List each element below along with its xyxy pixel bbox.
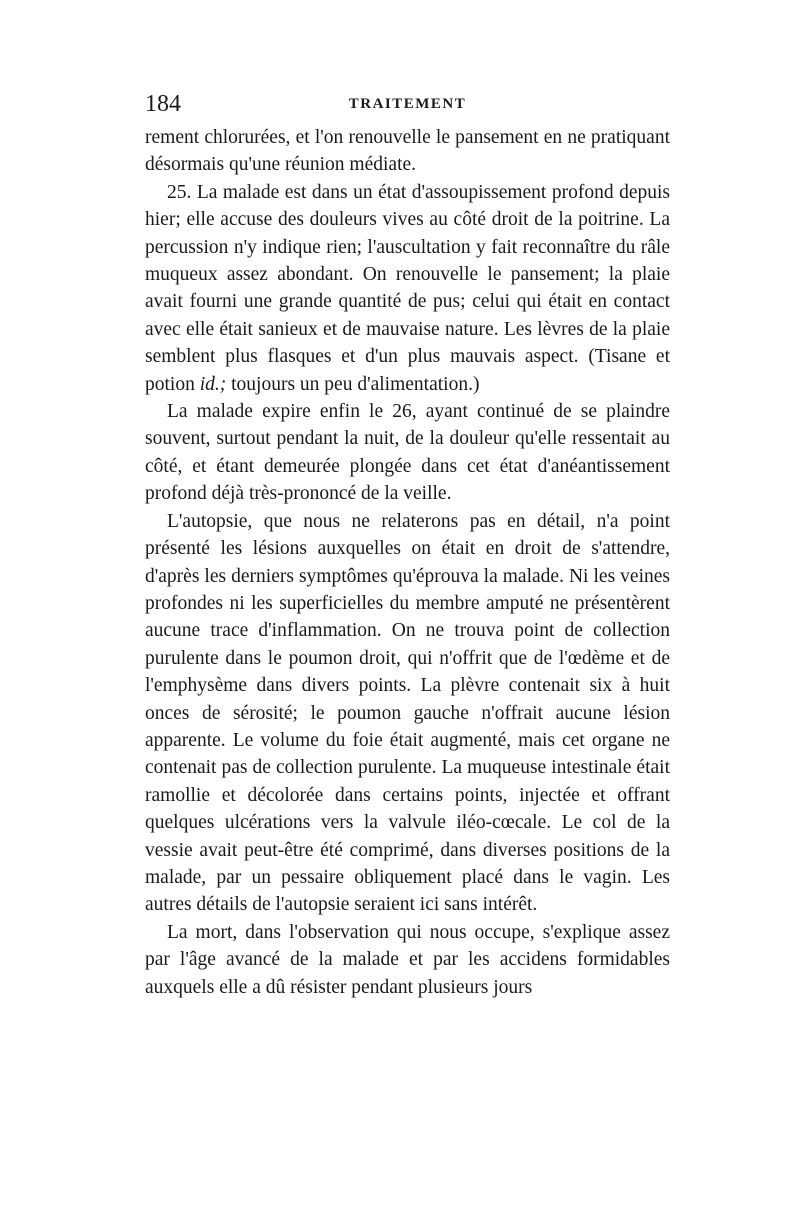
paragraph-2 xyxy=(145,179,670,398)
paragraph-2-text-before: 25. La malade est dans un état d'assoupissement profond depuis hier; elle accuse des douleurs vives au côté droit de la poitrine. La percussion n'y indique rien; l'auscultation y fait reconnaître du râle muqueux assez abondant. On renouvelle le pansement; la plaie avait fourni une grande quantité de pus; celui qui était en contact avec elle était sanieux et de mauvaise nature. Les lèvres de la plaie semblent plus flasques et d'un plus mauvais aspect. (Tisane et potion xyxy=(145,181,670,395)
paragraph-2-text-after: toujours un peu d'alimentation.) xyxy=(226,373,480,395)
page-header xyxy=(145,90,670,122)
running-head: TRAITEMENT xyxy=(348,96,467,112)
paragraph-3: La malade expire enfin le 26, ayant continué de se plaindre souvent, surtout pendant la nuit, de la douleur qu'elle ressentait au côté, et étant demeurée plongée dans cet état d'anéantissement profond déjà très-prononcé de la veille. xyxy=(145,401,670,505)
paragraph-5: La mort, dans l'observation qui nous occupe, s'explique assez par l'âge avancé de la malade et par les accidens formidables auxquels elle a dû résister pendant plusieurs jours xyxy=(145,921,670,998)
body-text xyxy=(145,124,670,1001)
paragraph-4: L'autopsie, que nous ne relaterons pas en détail, n'a point présenté les lésions auxquelles on était en droit de s'attendre, d'après les derniers symptômes qu'éprouva la malade. Ni les veines profondes ni les superficielles du membre amputé ne présentèrent aucune trace d'inflammation. On ne trouva point de collection purulente dans le poumon droit, qui n'offrit que de l'œdème et de l'emphysème dans divers points. La plèvre contenait six à huit onces de sérosité; le poumon gauche n'offrait aucune lésion apparente. Le volume du foie était augmenté, mais cet organe ne contenait pas de collection purulente. La muqueuse intestinale était ramollie et décolorée dans certains points, injectée et offrant quelques ulcérations vers la valvule iléo-cœcale. Le col de la vessie avait peut-être été comprimé, dans diverses positions de la malade, par un pessaire obliquement placé dans le vagin. Les autres détails de l'autopsie seraient ici sans intérêt. xyxy=(145,510,670,916)
paragraph-1: rement chlorurées, et l'on renouvelle le pansement en ne pratiquant désormais qu'une réunion médiate. xyxy=(145,127,670,176)
book-page xyxy=(145,90,670,1001)
paragraph-2-italic: id.; xyxy=(199,373,227,395)
page-number: 184 xyxy=(145,91,181,117)
